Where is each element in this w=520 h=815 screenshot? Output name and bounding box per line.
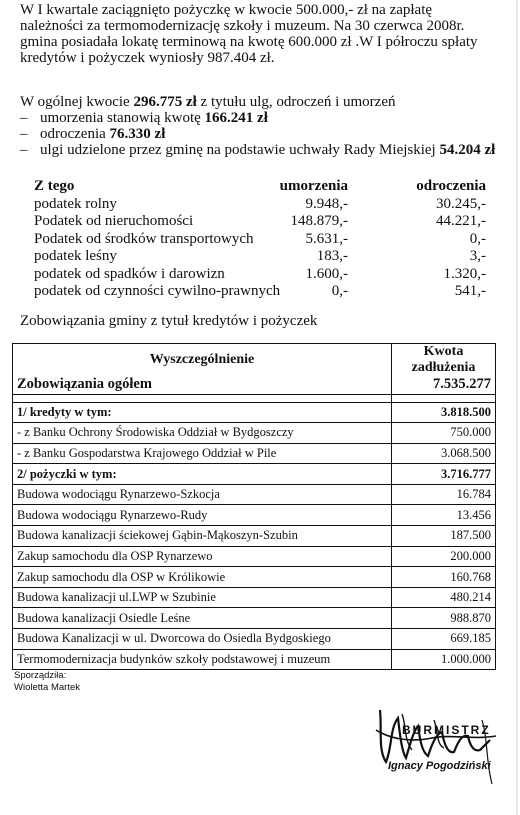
loans-section-row xyxy=(13,464,496,485)
dash-bullet: – xyxy=(20,126,28,142)
row-amount: 750.000 xyxy=(392,423,496,444)
table-row xyxy=(13,505,496,526)
tax-label: Podatek od nieruchomości xyxy=(34,213,194,229)
paragraph-line: kredytów i pożyczek wyniosły 987.404 zł. xyxy=(20,50,275,66)
row-desc: Budowa wodociągu Rynarzewo-Rudy xyxy=(13,505,392,526)
relief-total-amount: 296.775 zł xyxy=(133,94,197,110)
tax-row xyxy=(24,283,494,301)
tax-umorzenia: 148.879,- xyxy=(290,213,348,229)
row-desc: Budowa wodociągu Rynarzewo-Szkocja xyxy=(13,484,392,505)
table-row xyxy=(13,423,496,444)
tax-header-odroczenia: odroczenia xyxy=(416,178,486,194)
row-amount: 1.000.000 xyxy=(392,649,496,670)
dash-bullet: – xyxy=(20,142,28,158)
table-spacer xyxy=(13,394,496,402)
prepared-label: Sporządziła: xyxy=(14,670,67,681)
tax-row xyxy=(24,213,494,231)
credits-label: 1/ kredyty w tym: xyxy=(13,402,392,423)
tax-label: podatek rolny xyxy=(34,195,117,212)
row-amount: 480.214 xyxy=(392,587,496,608)
row-amount: 988.870 xyxy=(392,608,496,629)
loans-label: 2/ pożyczki w tym: xyxy=(13,464,392,485)
row-amount: 16.784 xyxy=(392,484,496,505)
tax-row xyxy=(24,231,494,249)
table-row xyxy=(13,608,496,629)
col-desc-header: Wyszczególnienie xyxy=(13,344,392,377)
tax-umorzenia: 0,- xyxy=(331,283,348,299)
tax-row xyxy=(24,266,494,284)
credits-amount: 3.818.500 xyxy=(392,402,496,423)
prepared-name: Wioletta Martek xyxy=(14,682,80,693)
row-desc: Budowa kanalizacji ściekowej Gąbin-Mąkoszyn-Szubin xyxy=(13,526,392,547)
row-amount: 3.068.500 xyxy=(392,443,496,464)
relief-item xyxy=(20,110,495,126)
row-desc: Zakup samochodu dla OSP Rynarzewo xyxy=(13,546,392,567)
total-amount: 7.535.277 xyxy=(392,376,496,394)
tax-umorzenia: 183,- xyxy=(316,248,348,264)
relief-intro xyxy=(20,94,495,110)
row-desc: - z Banku Gospodarstwa Krajowego Oddział w Pile xyxy=(13,443,392,464)
scan-edge xyxy=(516,0,518,815)
tax-odroczenia: 3,- xyxy=(469,248,486,264)
relief-item-amount: 76.330 zł xyxy=(109,126,166,142)
row-desc: Budowa kanalizacji Osiedle Leśne xyxy=(13,608,392,629)
row-desc: Zakup samochodu dla OSP w Królikowie xyxy=(13,567,392,588)
table-row xyxy=(13,567,496,588)
tax-umorzenia: 5.631,- xyxy=(305,230,348,247)
tax-relief-table xyxy=(24,178,494,301)
relief-item-text: ulgi udzielone przez gminę na podstawie uchwały Rady Miejskiej xyxy=(40,142,440,158)
row-desc: - z Banku Ochrony Środowiska Oddział w Bydgoszczy xyxy=(13,423,392,444)
dash-bullet: – xyxy=(20,110,28,126)
col-amount-header: Kwota zadłużenia xyxy=(392,344,496,377)
debt-total-row xyxy=(13,376,496,394)
table-row xyxy=(13,484,496,505)
row-amount: 187.500 xyxy=(392,526,496,547)
row-desc: Termomodernizacja budynków szkoły podstawowej i muzeum xyxy=(13,649,392,670)
tax-label: podatek leśny xyxy=(34,248,117,264)
relief-item-amount: 166.241 zł xyxy=(204,110,268,126)
row-amount: 13.456 xyxy=(392,505,496,526)
debt-header-row xyxy=(13,344,496,377)
relief-item xyxy=(20,126,495,142)
tax-row xyxy=(24,248,494,266)
table-row xyxy=(13,649,496,670)
table-row xyxy=(13,629,496,650)
relief-item xyxy=(20,142,495,158)
row-amount: 200.000 xyxy=(392,546,496,567)
paragraph-line: W I kwartale zaciągnięto pożyczkę w kwocie 500.000,- zł na zapłatę xyxy=(20,2,433,18)
credits-section-row xyxy=(13,402,496,423)
relief-intro-text: W ogólnej kwocie xyxy=(20,94,134,110)
tax-odroczenia: 0,- xyxy=(469,230,486,247)
signature-stamp xyxy=(372,700,502,790)
tax-header-label: Z tego xyxy=(34,178,75,194)
tax-table-header xyxy=(24,178,494,196)
debt-table xyxy=(12,343,496,670)
tax-label: Podatek od środków transportowych xyxy=(34,230,254,247)
intro-paragraph xyxy=(20,2,478,66)
total-label: Zobowiązania ogółem xyxy=(13,376,392,394)
tax-row xyxy=(24,196,494,214)
tax-label: podatek od spadków i darowizn xyxy=(34,265,225,282)
table-row xyxy=(13,546,496,567)
prepared-by xyxy=(14,670,80,694)
tax-header-umorzenia: umorzenia xyxy=(279,178,348,194)
debt-intro: Zobowiązania gminy z tytuł kredytów i pożyczek xyxy=(20,313,318,329)
row-desc: Budowa Kanalizacji w ul. Dworcowa do Osiedla Bydgoskiego xyxy=(13,629,392,650)
row-desc: Budowa kanalizacji ul.LWP w Szubinie xyxy=(13,587,392,608)
paragraph-line: należności za termomodernizację szkoły i muzeum. Na 30 czerwca 2008r. xyxy=(20,18,465,34)
signer-name: Ignacy Pogodziński xyxy=(388,760,491,772)
row-amount: 160.768 xyxy=(392,567,496,588)
tax-umorzenia: 1.600,- xyxy=(305,265,348,282)
tax-umorzenia: 9.948,- xyxy=(305,195,348,212)
tax-odroczenia: 1.320,- xyxy=(443,265,486,282)
stamp-text: BURMISTRZ xyxy=(402,723,491,737)
table-row xyxy=(13,443,496,464)
tax-odroczenia: 541,- xyxy=(454,283,486,299)
paragraph-line: gmina posiadała lokatę terminową na kwotę 600.000 zł .W I półroczu spłaty xyxy=(20,34,478,50)
relief-summary xyxy=(20,94,495,158)
relief-item-text: umorzenia stanowią kwotę xyxy=(40,110,205,126)
tax-label: podatek od czynności cywilno-prawnych xyxy=(34,283,281,299)
relief-intro-suffix: z tytułu ulg, odroczeń i umorzeń xyxy=(196,94,396,110)
loans-amount: 3.716.777 xyxy=(392,464,496,485)
table-row xyxy=(13,526,496,547)
row-amount: 669.185 xyxy=(392,629,496,650)
tax-odroczenia: 30.245,- xyxy=(436,195,486,212)
tax-odroczenia: 44.221,- xyxy=(436,213,486,229)
relief-item-text: odroczenia xyxy=(40,126,110,142)
table-row xyxy=(13,587,496,608)
relief-item-amount: 54.204 zł xyxy=(439,142,496,158)
